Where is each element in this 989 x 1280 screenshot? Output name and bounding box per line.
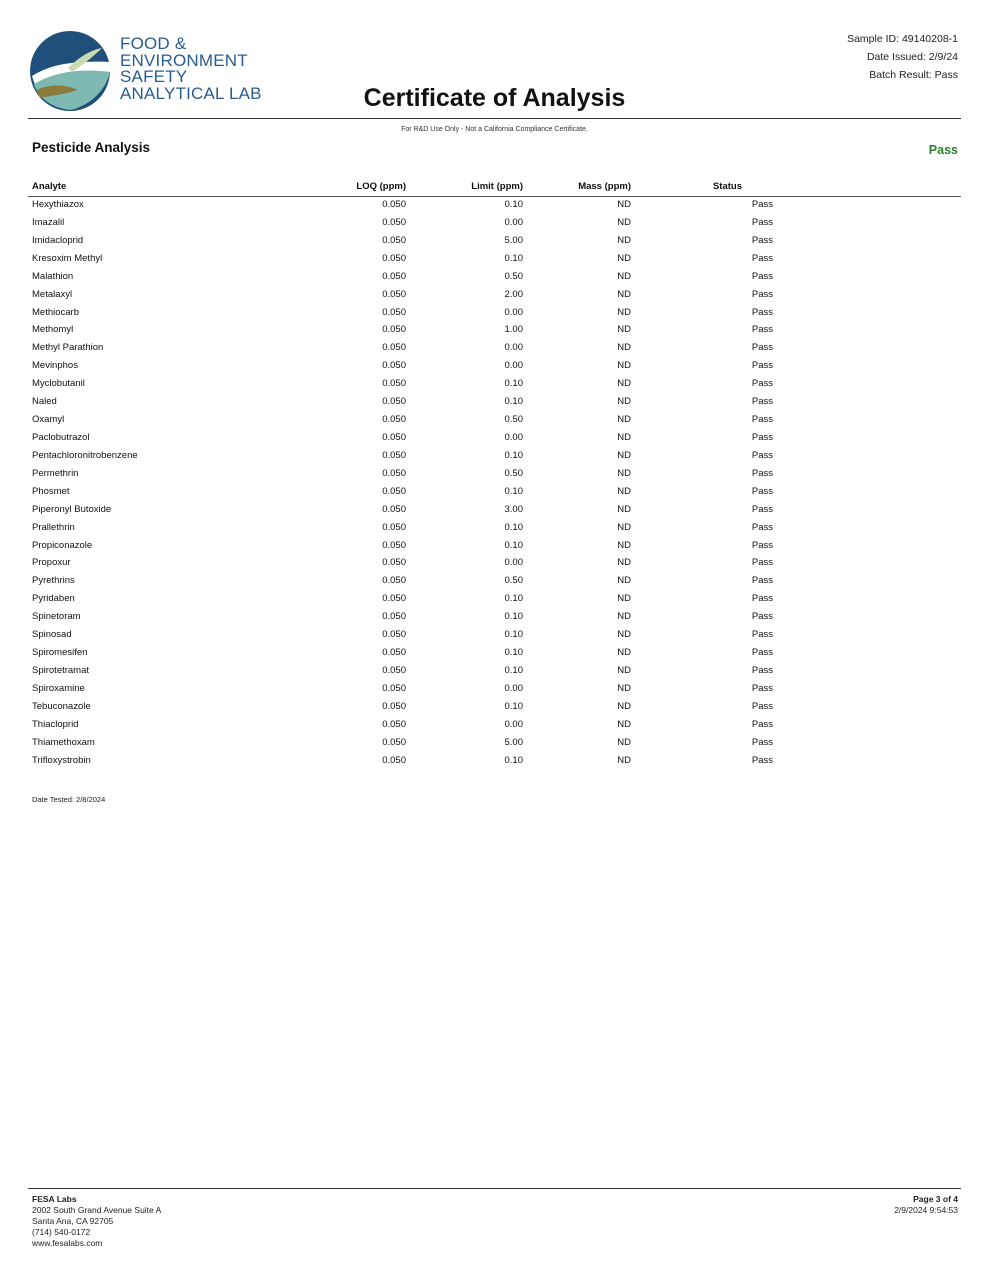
cell-analyte: Metalaxyl <box>32 288 73 300</box>
footer-address-line1: 2002 South Grand Avenue Suite A <box>32 1205 162 1215</box>
table-row <box>28 467 961 485</box>
cell-mass: ND <box>617 396 631 408</box>
table-row <box>28 503 961 521</box>
date-tested: Date Tested: 2/8/2024 <box>32 795 106 804</box>
cell-status: Pass <box>751 647 773 659</box>
cell-analyte: Propiconazole <box>32 539 93 551</box>
cell-limit: 0.00 <box>504 682 523 694</box>
cell-mass: ND <box>617 485 631 497</box>
cell-mass: ND <box>617 664 631 676</box>
table-row <box>28 539 961 557</box>
cell-loq: 0.050 <box>382 270 406 282</box>
table-row <box>28 252 961 270</box>
table-row <box>28 359 961 377</box>
cell-mass: ND <box>617 557 631 569</box>
table-row <box>28 574 961 592</box>
cell-analyte: Pentachloronitrobenzene <box>32 449 138 461</box>
cell-loq: 0.050 <box>382 342 406 354</box>
table-row <box>28 736 961 754</box>
compliance-note: For R&D Use Only - Not a California Compliance Certificate. <box>401 126 588 133</box>
cell-status: Pass <box>751 306 773 318</box>
cell-status: Pass <box>751 199 773 210</box>
date-issued: Date Issued: 2/9/24 <box>866 51 958 63</box>
cell-limit: 0.00 <box>504 431 523 443</box>
cell-loq: 0.050 <box>382 234 406 246</box>
page-title-text: Certificate of Analysis <box>363 84 626 112</box>
logo-line: ANALYTICAL LAB <box>120 83 262 103</box>
cell-mass: ND <box>617 414 631 426</box>
cell-limit: 1.00 <box>504 324 523 336</box>
table-row <box>28 270 961 288</box>
cell-limit: 5.00 <box>504 736 523 748</box>
cell-mass: ND <box>617 216 631 228</box>
cell-loq: 0.050 <box>382 629 406 641</box>
cell-analyte: Thiacloprid <box>32 718 79 730</box>
cell-loq: 0.050 <box>382 360 406 372</box>
cell-loq: 0.050 <box>382 539 406 551</box>
cell-limit: 0.10 <box>504 664 523 676</box>
cell-status: Pass <box>751 700 773 712</box>
cell-mass: ND <box>617 288 631 300</box>
cell-loq: 0.050 <box>382 288 406 300</box>
table-row <box>28 449 961 467</box>
cell-mass: ND <box>617 252 631 264</box>
cell-analyte: Pyrethrins <box>32 575 75 587</box>
cell-loq: 0.050 <box>382 557 406 569</box>
cell-loq: 0.050 <box>382 378 406 390</box>
cell-analyte: Permethrin <box>32 467 79 479</box>
cell-analyte: Methyl Parathion <box>32 342 104 354</box>
cell-mass: ND <box>617 629 631 641</box>
cell-loq: 0.050 <box>382 736 406 748</box>
cell-status: Pass <box>751 539 773 551</box>
cell-mass: ND <box>617 647 631 659</box>
cell-loq: 0.050 <box>382 700 406 712</box>
footer-phone: (714) 540-0172 <box>32 1227 91 1237</box>
cell-limit: 0.10 <box>504 629 523 641</box>
cell-mass: ND <box>617 700 631 712</box>
cell-analyte: Mevinphos <box>32 360 78 372</box>
cell-status: Pass <box>751 557 773 569</box>
cell-analyte: Methiocarb <box>32 306 79 318</box>
cell-status: Pass <box>751 682 773 694</box>
table-row <box>28 377 961 395</box>
table-row <box>28 664 961 682</box>
cell-loq: 0.050 <box>382 396 406 408</box>
footer-divider <box>28 1188 961 1189</box>
cell-mass: ND <box>617 593 631 605</box>
cell-analyte: Tebuconazole <box>32 700 91 712</box>
cell-mass: ND <box>617 234 631 246</box>
cell-loq: 0.050 <box>382 682 406 694</box>
table-row <box>28 288 961 306</box>
page-number: Page 3 of 4 <box>913 1194 958 1204</box>
table-row <box>28 592 961 610</box>
cell-limit: 5.00 <box>504 234 523 246</box>
cell-limit: 0.10 <box>504 611 523 623</box>
footer-lab-info <box>32 1194 161 1249</box>
table-row <box>28 646 961 664</box>
cell-analyte: Spinetoram <box>32 611 81 623</box>
cell-mass: ND <box>617 324 631 336</box>
table-row <box>28 395 961 413</box>
table-row <box>28 431 961 449</box>
cell-limit: 0.00 <box>504 342 523 354</box>
cell-limit: 0.50 <box>504 414 523 426</box>
cell-status: Pass <box>751 611 773 623</box>
cell-loq: 0.050 <box>382 485 406 497</box>
section-title: Pesticide Analysis <box>32 140 151 155</box>
cell-loq: 0.050 <box>382 664 406 676</box>
cell-analyte: Spiromesifen <box>32 647 88 659</box>
table-row <box>28 323 961 341</box>
cell-limit: 0.50 <box>504 575 523 587</box>
header-limit: Limit (ppm) <box>471 181 523 192</box>
cell-mass: ND <box>617 199 631 210</box>
table-row <box>28 556 961 574</box>
cell-analyte: Piperonyl Butoxide <box>32 503 112 515</box>
cell-analyte: Hexythiazox <box>32 199 84 210</box>
cell-status: Pass <box>751 360 773 372</box>
table-header <box>28 181 961 197</box>
cell-analyte: Malathion <box>32 270 74 282</box>
logo-line: FOOD & <box>120 34 187 53</box>
table-row <box>28 216 961 234</box>
header-divider <box>28 118 961 119</box>
cell-mass: ND <box>617 736 631 748</box>
cell-status: Pass <box>751 664 773 676</box>
cell-loq: 0.050 <box>382 718 406 730</box>
cell-limit: 0.00 <box>504 216 523 228</box>
table-row <box>28 413 961 431</box>
cell-analyte: Prallethrin <box>32 521 75 533</box>
table-row <box>28 306 961 324</box>
cell-status: Pass <box>751 288 773 300</box>
cell-analyte: Naled <box>32 396 57 408</box>
cell-mass: ND <box>617 521 631 533</box>
cell-loq: 0.050 <box>382 324 406 336</box>
header-loq: LOQ (ppm) <box>356 181 406 192</box>
cell-loq: 0.050 <box>382 306 406 318</box>
cell-mass: ND <box>617 360 631 372</box>
cell-analyte: Myclobutanil <box>32 378 85 390</box>
cell-analyte: Propoxur <box>32 557 71 569</box>
cell-loq: 0.050 <box>382 252 406 264</box>
cell-mass: ND <box>617 539 631 551</box>
cell-loq: 0.050 <box>382 503 406 515</box>
cell-limit: 0.10 <box>504 252 523 264</box>
cell-status: Pass <box>751 449 773 461</box>
cell-status: Pass <box>751 503 773 515</box>
cell-limit: 0.10 <box>504 754 523 766</box>
cell-loq: 0.050 <box>382 521 406 533</box>
table-row <box>28 718 961 736</box>
cell-limit: 0.50 <box>504 467 523 479</box>
table-row <box>28 628 961 646</box>
cell-analyte: Spiroxamine <box>32 682 85 694</box>
table-row <box>28 485 961 503</box>
logo-line: SAFETY <box>120 67 188 86</box>
footer-page-info <box>894 1194 958 1216</box>
cell-limit: 0.10 <box>504 449 523 461</box>
cell-loq: 0.050 <box>382 431 406 443</box>
cell-loq: 0.050 <box>382 216 406 228</box>
logo-line: ENVIRONMENT <box>120 50 248 70</box>
cell-loq: 0.050 <box>382 449 406 461</box>
cell-loq: 0.050 <box>382 467 406 479</box>
cell-status: Pass <box>751 396 773 408</box>
cell-mass: ND <box>617 449 631 461</box>
cell-analyte: Oxamyl <box>32 414 65 426</box>
cell-loq: 0.050 <box>382 575 406 587</box>
cell-mass: ND <box>617 718 631 730</box>
table-row <box>28 234 961 252</box>
cell-loq: 0.050 <box>382 199 406 210</box>
table-row <box>28 610 961 628</box>
cell-limit: 0.10 <box>504 521 523 533</box>
cell-analyte: Trifloxystrobin <box>32 754 91 766</box>
cell-analyte: Paclobutrazol <box>32 431 90 443</box>
cell-status: Pass <box>751 629 773 641</box>
section-status-badge: Pass <box>928 143 958 157</box>
cell-mass: ND <box>617 431 631 443</box>
cell-limit: 0.10 <box>504 485 523 497</box>
cell-status: Pass <box>751 467 773 479</box>
cell-mass: ND <box>617 754 631 766</box>
header-status: Status <box>712 181 742 192</box>
cell-mass: ND <box>617 378 631 390</box>
table-row <box>28 700 961 718</box>
cell-analyte: Imazalil <box>32 216 65 228</box>
cell-mass: ND <box>617 575 631 587</box>
cell-limit: 0.10 <box>504 539 523 551</box>
cell-status: Pass <box>751 521 773 533</box>
footer-address-line2: Santa Ana, CA 92705 <box>32 1216 114 1226</box>
cell-limit: 0.10 <box>504 647 523 659</box>
cell-limit: 0.10 <box>504 378 523 390</box>
cell-analyte: Methomyl <box>32 324 74 336</box>
cell-limit: 0.00 <box>504 306 523 318</box>
batch-result: Batch Result: Pass <box>869 69 958 81</box>
cell-loq: 0.050 <box>382 593 406 605</box>
cell-mass: ND <box>617 342 631 354</box>
cell-status: Pass <box>751 342 773 354</box>
cell-status: Pass <box>751 593 773 605</box>
footer-timestamp: 2/9/2024 9:54:53 <box>894 1205 958 1215</box>
table-row <box>28 682 961 700</box>
page-title <box>0 84 989 113</box>
cell-status: Pass <box>751 252 773 264</box>
cell-analyte: Spinosad <box>32 629 72 641</box>
cell-limit: 0.10 <box>504 199 523 210</box>
cell-mass: ND <box>617 467 631 479</box>
cell-analyte: Pyridaben <box>32 593 75 605</box>
table-row <box>28 754 961 772</box>
table-row <box>28 341 961 359</box>
cell-status: Pass <box>751 378 773 390</box>
table-row <box>28 521 961 539</box>
cell-status: Pass <box>751 431 773 443</box>
cell-limit: 3.00 <box>504 503 523 515</box>
header-mass: Mass (ppm) <box>578 181 631 192</box>
cell-analyte: Kresoxim Methyl <box>32 252 103 264</box>
cell-loq: 0.050 <box>382 647 406 659</box>
cell-status: Pass <box>751 736 773 748</box>
cell-analyte: Phosmet <box>32 485 70 497</box>
footer-lab-name: FESA Labs <box>32 1194 77 1204</box>
cell-limit: 0.50 <box>504 270 523 282</box>
table-row <box>28 198 961 216</box>
cell-status: Pass <box>751 485 773 497</box>
table-body <box>28 198 961 772</box>
cell-limit: 0.10 <box>504 593 523 605</box>
cell-status: Pass <box>751 234 773 246</box>
sample-meta <box>847 30 958 84</box>
cell-limit: 0.10 <box>504 396 523 408</box>
sample-id: Sample ID: 49140208-1 <box>847 33 958 45</box>
cell-limit: 0.00 <box>504 360 523 372</box>
cell-mass: ND <box>617 270 631 282</box>
cell-mass: ND <box>617 503 631 515</box>
header-analyte: Analyte <box>32 181 67 192</box>
cell-loq: 0.050 <box>382 611 406 623</box>
cell-limit: 0.00 <box>504 718 523 730</box>
cell-status: Pass <box>751 754 773 766</box>
cell-loq: 0.050 <box>382 414 406 426</box>
cell-status: Pass <box>751 718 773 730</box>
cell-status: Pass <box>751 270 773 282</box>
cell-status: Pass <box>751 575 773 587</box>
cell-mass: ND <box>617 306 631 318</box>
cell-status: Pass <box>751 216 773 228</box>
cell-mass: ND <box>617 682 631 694</box>
cell-analyte: Imidacloprid <box>32 234 84 246</box>
footer-website: www.fesalabs.com <box>32 1238 103 1248</box>
cell-loq: 0.050 <box>382 754 406 766</box>
cell-analyte: Thiamethoxam <box>32 736 95 748</box>
cell-limit: 0.10 <box>504 700 523 712</box>
cell-limit: 2.00 <box>504 288 523 300</box>
cell-status: Pass <box>751 324 773 336</box>
cell-limit: 0.00 <box>504 557 523 569</box>
cell-analyte: Spirotetramat <box>32 664 90 676</box>
cell-mass: ND <box>617 611 631 623</box>
cell-status: Pass <box>751 414 773 426</box>
